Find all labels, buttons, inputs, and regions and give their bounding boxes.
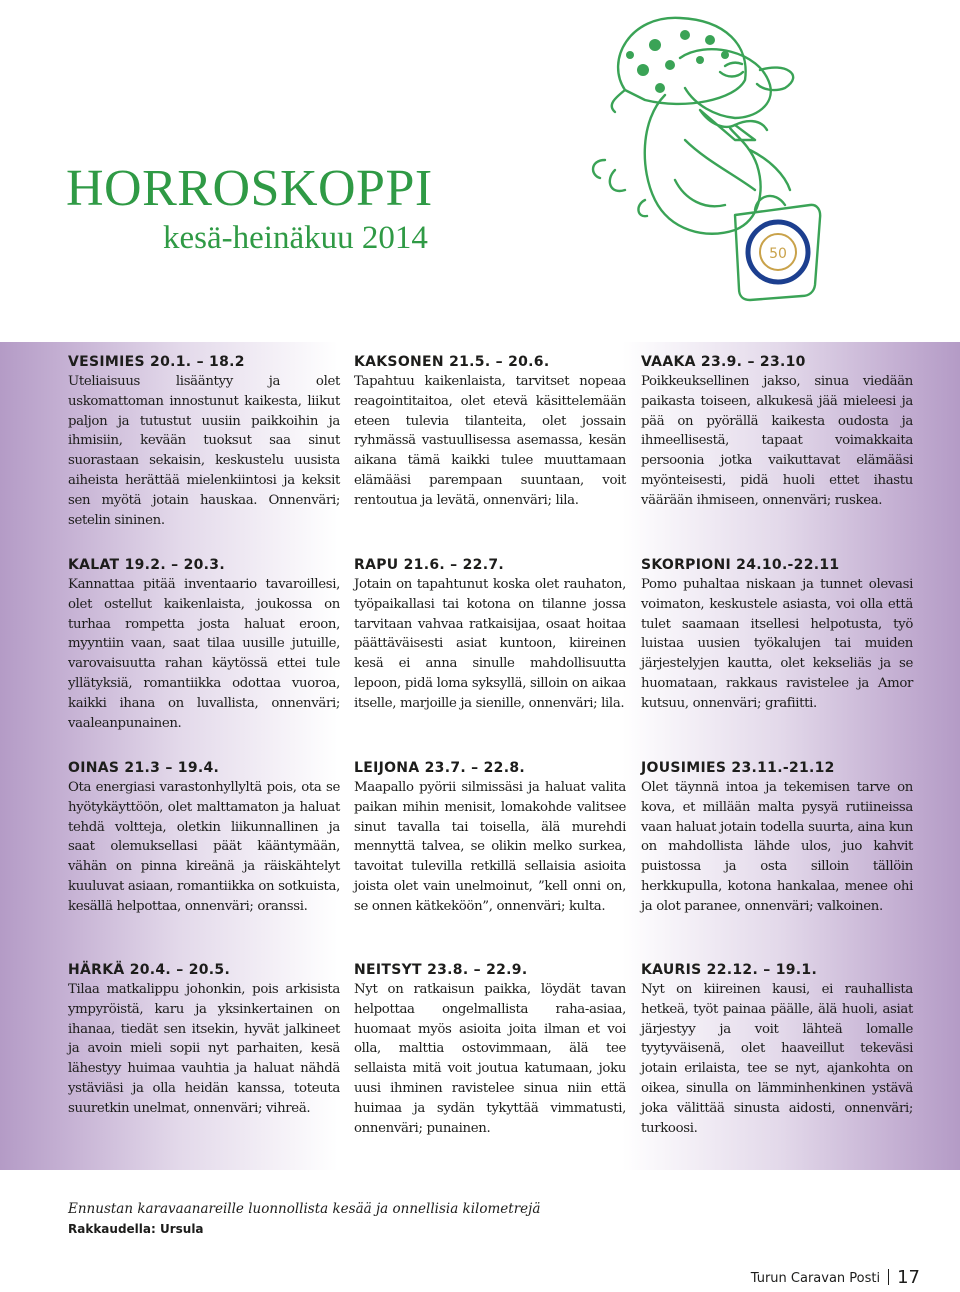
club-badge-icon [748, 222, 808, 282]
sign-leijona [354, 758, 626, 917]
closing-note: Ennustan karavaanareille luonnollista kesää ja onnellisia kilometrejä [68, 1201, 541, 1217]
sign-text: Olet täynnä intoa ja tekemisen tarve on kova, et millään malta pysyä rutiineissa vaan haluat jotain todella suurta, aina kun on mahdollista lähde ulos, juo kahvit puistossa ja osta silloin tällöin herkkupulla, kotona hankalaa, menee ohi ja olot paranee, onnenväri; valkoinen. [641, 780, 913, 914]
sign-heading: JOUSIMIES 23.11.-21.12 [641, 760, 835, 776]
sign-vesimies [68, 352, 340, 530]
sign-text: Nyt on ratkaisun paikka, löydät tavan helpottaa ongelmallista raha-asiaa, huomaat myös asioita joita ilman et voi olla, malttia ostovimmaan, älä tee sellaista mitä voit joutua katumaan, joku uusi ihminen ravistelee sinua niin että huimaa ja sydän tykyttää vimmatusti, onnenväri; punainen. [354, 982, 626, 1136]
sign-heading: HÄRKÄ 20.4. – 20.5. [68, 962, 231, 978]
sign-jousimies [641, 758, 913, 917]
sign-heading: KALAT 19.2. – 20.3. [68, 557, 225, 573]
sign-rapu [354, 555, 626, 714]
sign-text: Nyt on kiireinen kausi, ei rauhallista hetkeä, työt painaa päälle, älä huoli, asiat järjestyy ja voit lähteä lomalle tyytyväisenä, olet haaveillut tekeväsi jotain erilaista, tee se nyt, ajankohta on oikea, sinulla on lämminhenkinen ystävä joka välittää sinusta aidosti, onnenväri; turkoosi. [641, 982, 913, 1136]
sign-text: Ota energiasi varastonhyllyltä pois, ota se hyötykäyttöön, olet malttamaton ja haluat tehdä voltteja, oletkin liikunnallinen ja saat olemuksellasi päät kääntymään, vähän on pinna kireänä ja räiskähtelyt kuuluvat asiaan, romantiikka on sotkuista, kesällä helpottaa, onnenväri; oranssi. [68, 780, 340, 914]
sign-skorpioni [641, 555, 913, 714]
author-signature: Rakkaudella: Ursula [68, 1222, 204, 1236]
page-subtitle: kesä-heinäkuu 2014 [163, 220, 428, 256]
sign-oinas [68, 758, 340, 917]
sign-text: Maapallo pyörii silmissäsi ja haluat valita paikan mihin menisit, lomakohde valitsee sinut tavalla tai toisella, älä murehdi mennyttä talvea, se olikin melko surkea, tavoitat tulevilla retkillä sellaisia asioita joista olet vain unelmoinut, ”kell onni on, se onnen kätkeköön”, onnenväri; kulta. [354, 780, 626, 914]
sign-text: Poikkeuksellinen jakso, sinua viedään paikasta toiseen, alkukesä jää mieleesi ja pää on pyörällä kaikesta oudosta ja ihmeellisestä, tapaat voimakkaita persoonia jotka vaikuttavat elämääsi myönteisesti, pidä huoli ettet ihastu väärään ihmiseen, onnenväri; ruskea. [641, 374, 913, 508]
sign-heading: VESIMIES 20.1. – 18.2 [68, 354, 245, 370]
bird-mascot-illustration [585, 0, 825, 320]
page-title: HORROSKOPPI [66, 160, 433, 217]
sign-heading: LEIJONA 23.7. – 22.8. [354, 760, 525, 776]
page-footer [751, 1268, 920, 1289]
sign-neitsyt [354, 960, 626, 1138]
sign-heading: VAAKA 23.9. – 23.10 [641, 354, 806, 370]
sign-kauris [641, 960, 913, 1138]
sign-vaaka [641, 352, 913, 511]
page-number: 17 [897, 1267, 920, 1288]
sign-heading: OINAS 21.3 – 19.4. [68, 760, 220, 776]
sign-text: Pomo puhaltaa niskaan ja tunnet olevasi voimaton, keskustele asiasta, voi olla että tulet saamaan itsellesi helpotusta, työ luistaa uusien työkalujen tai muiden järjestelyjen kautta, olet kekseliäs ja se huomataan, rakkaus ravistelee ja Amor kutsuu, onnenväri; grafiitti. [641, 577, 913, 711]
publication-name: Turun Caravan Posti [750, 1271, 881, 1286]
sign-heading: KAURIS 22.12. – 19.1. [641, 962, 818, 978]
sign-heading: RAPU 21.6. – 22.7. [354, 557, 504, 573]
sign-text: Kannattaa pitää inventaario tavaroillesi, olet ostellut kaikenlaista, joukossa on turhaa rompetta josta haluat eroon, myyntiin vaan, saat tilaa uusille jutuille, varovaisuutta rahan käytössä ettei tule yllätyksiä, romantiikka odottaa vuoroa, kaikki ihana on luvallista, onnenväri; vaaleanpunainen. [68, 577, 340, 731]
footer-divider [888, 1269, 889, 1285]
sign-harka [68, 960, 340, 1119]
sign-heading: NEITSYT 23.8. – 22.9. [354, 962, 528, 978]
sign-text: Jotain on tapahtunut koska olet rauhaton, työpaikallasi tai kotona on tilanne jossa tarvitaan vahvaa ratkaisijaa, osaat hoitaa päättäväisesti asiat kuntoon, kiireinen kesä ei anna sinulle mahdollisuutta lepoon, pidä loma syksyllä, silloin on aikaa itselle, marjoille ja sienille, onnenväri; lila. [354, 577, 626, 711]
svg-text:50: 50 [769, 246, 787, 262]
sign-kalat [68, 555, 340, 733]
sign-heading: SKORPIONI 24.10.-22.11 [641, 557, 840, 573]
sign-text: Tilaa matkalippu johonkin, pois arkisista ympyröistä, karu ja yksinkertainen on ihanaa, tiedät sen itsekin, hyvät jalkineet ja avoin mieli sopii nyt parhaiten, kesä lähestyy huimaa vauhtia ja haluat nähdä ystäviäsi ja olla heidän kanssa, toteuta suuretkin unelmat, onnenväri; vihreä. [68, 982, 340, 1116]
sign-text: Uteliaisuus lisääntyy ja olet uskomattoman innostunut kaikesta, liikut paljon ja tutustut uusiin paikkoihin ja ihmisiin, kevään tuoksut saa sinut suorastaan sekaisin, keskustelu uusista aiheista herättää mielenkiintosi ja keksit sen myötä jotain hauskaa. Onnenväri; setelin sininen. [68, 374, 340, 528]
sign-heading: KAKSONEN 21.5. – 20.6. [354, 354, 550, 370]
sign-kaksonen [354, 352, 626, 511]
sign-text: Tapahtuu kaikenlaista, tarvitset nopeaa reagointitaitoa, olet etevä käsittelemään eteen tulevia tilanteita, olet jossain ryhmässä vastuullisessa asemassa, kesän aikana tämä kaikki tulee muuttamaan elämääsi parempaan suuntaan, voit rentoutua ja levätä, onnenväri; lila. [354, 374, 626, 508]
